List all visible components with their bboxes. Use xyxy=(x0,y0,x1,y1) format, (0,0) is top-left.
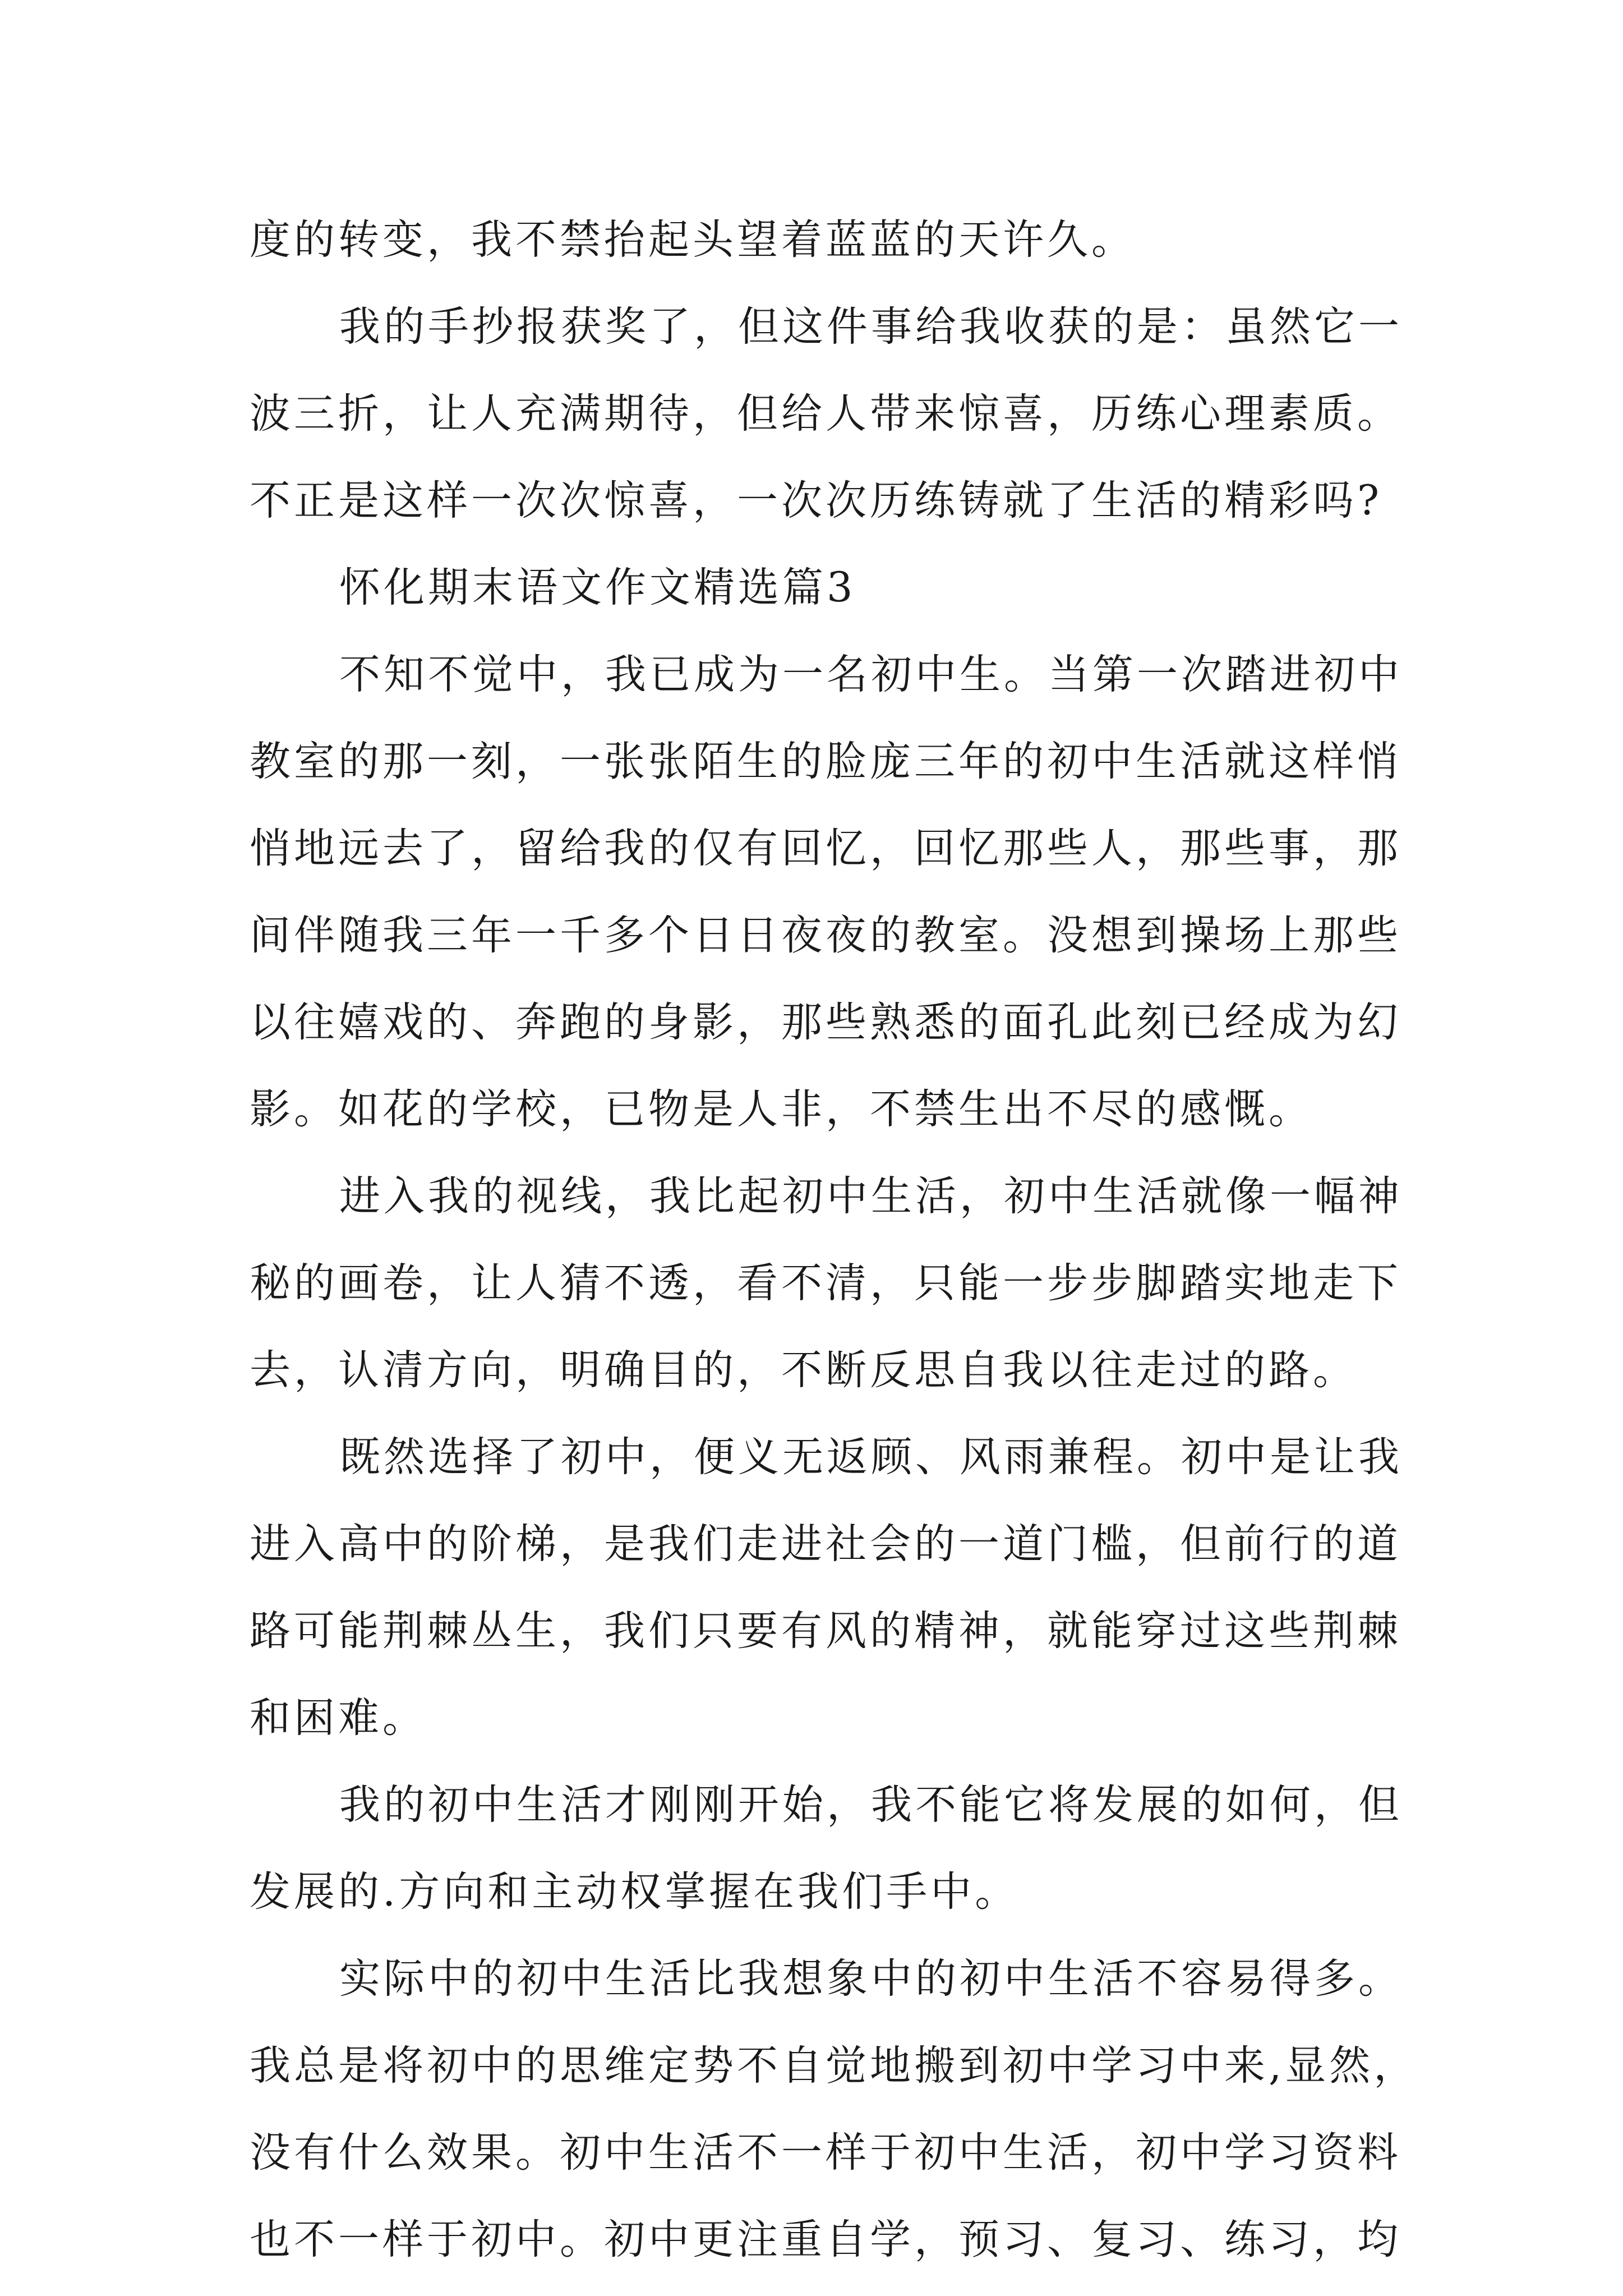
text-line: 我总是将初中的思维定势不自觉地搬到初中学习中来,显然， xyxy=(250,2042,1418,2090)
text-line: 不正是这样一次次惊喜，一次次历练铸就了生活的精彩吗? xyxy=(250,477,1383,524)
text-line: 悄地远去了，留给我的仅有回忆，回忆那些人，那些事，那 xyxy=(250,825,1401,872)
text-line: 不知不觉中，我已成为一名初中生。当第一次踏进初中 xyxy=(339,651,1403,698)
text-line: 和困难。 xyxy=(250,1694,427,1742)
text-line: 进入我的视线，我比起初中生活，初中生活就像一幅神 xyxy=(339,1172,1403,1220)
text-line: 实际中的初中生活比我想象中的初中生活不容易得多。 xyxy=(339,1955,1403,2003)
text-line: 去，认清方向，明确目的，不断反思自我以往走过的路。 xyxy=(250,1346,1357,1394)
document-body xyxy=(250,196,1418,2283)
text-line: 我的手抄报获奖了，但这件事给我收获的是：虽然它一 xyxy=(339,303,1403,351)
text-line: 既然选择了初中，便义无返顾、风雨兼程。初中是让我 xyxy=(339,1433,1403,1481)
text-line: 间伴随我三年一千多个日日夜夜的教室。没想到操场上那些 xyxy=(250,912,1401,959)
text-line: 没有什么效果。初中生活不一样于初中生活，初中学习资料 xyxy=(250,2129,1401,2177)
text-line: 以往嬉戏的、奔跑的身影，那些熟悉的面孔此刻已经成为幻 xyxy=(250,999,1401,1046)
text-line: 秘的画卷，让人猜不透，看不清，只能一步步脚踏实地走下 xyxy=(250,1259,1401,1307)
text-line: 进入高中的阶梯，是我们走进社会的一道门槛，但前行的道 xyxy=(250,1520,1401,1568)
text-line: 波三折，让人充满期待，但给人带来惊喜，历练心理素质。 xyxy=(250,390,1401,438)
text-line: 教室的那一刻，一张张陌生的脸庞三年的初中生活就这样悄 xyxy=(250,738,1401,785)
section-heading: 怀化期末语文作文精选篇3 xyxy=(339,564,856,611)
text-line: 也不一样于初中。初中更注重自学，预习、复习、练习，均 xyxy=(250,2216,1401,2263)
text-line: 路可能荆棘丛生，我们只要有风的精神，就能穿过这些荆棘 xyxy=(250,1607,1401,1655)
text-line: 度的转变，我不禁抬起头望着蓝蓝的天许久。 xyxy=(250,216,1136,264)
text-line: 影。如花的学校，已物是人非，不禁生出不尽的感慨。 xyxy=(250,1085,1313,1133)
text-line: 发展的.方向和主动权掌握在我们手中。 xyxy=(250,1868,1020,1916)
text-line: 我的初中生活才刚刚开始，我不能它将发展的如何，但 xyxy=(339,1781,1403,1829)
